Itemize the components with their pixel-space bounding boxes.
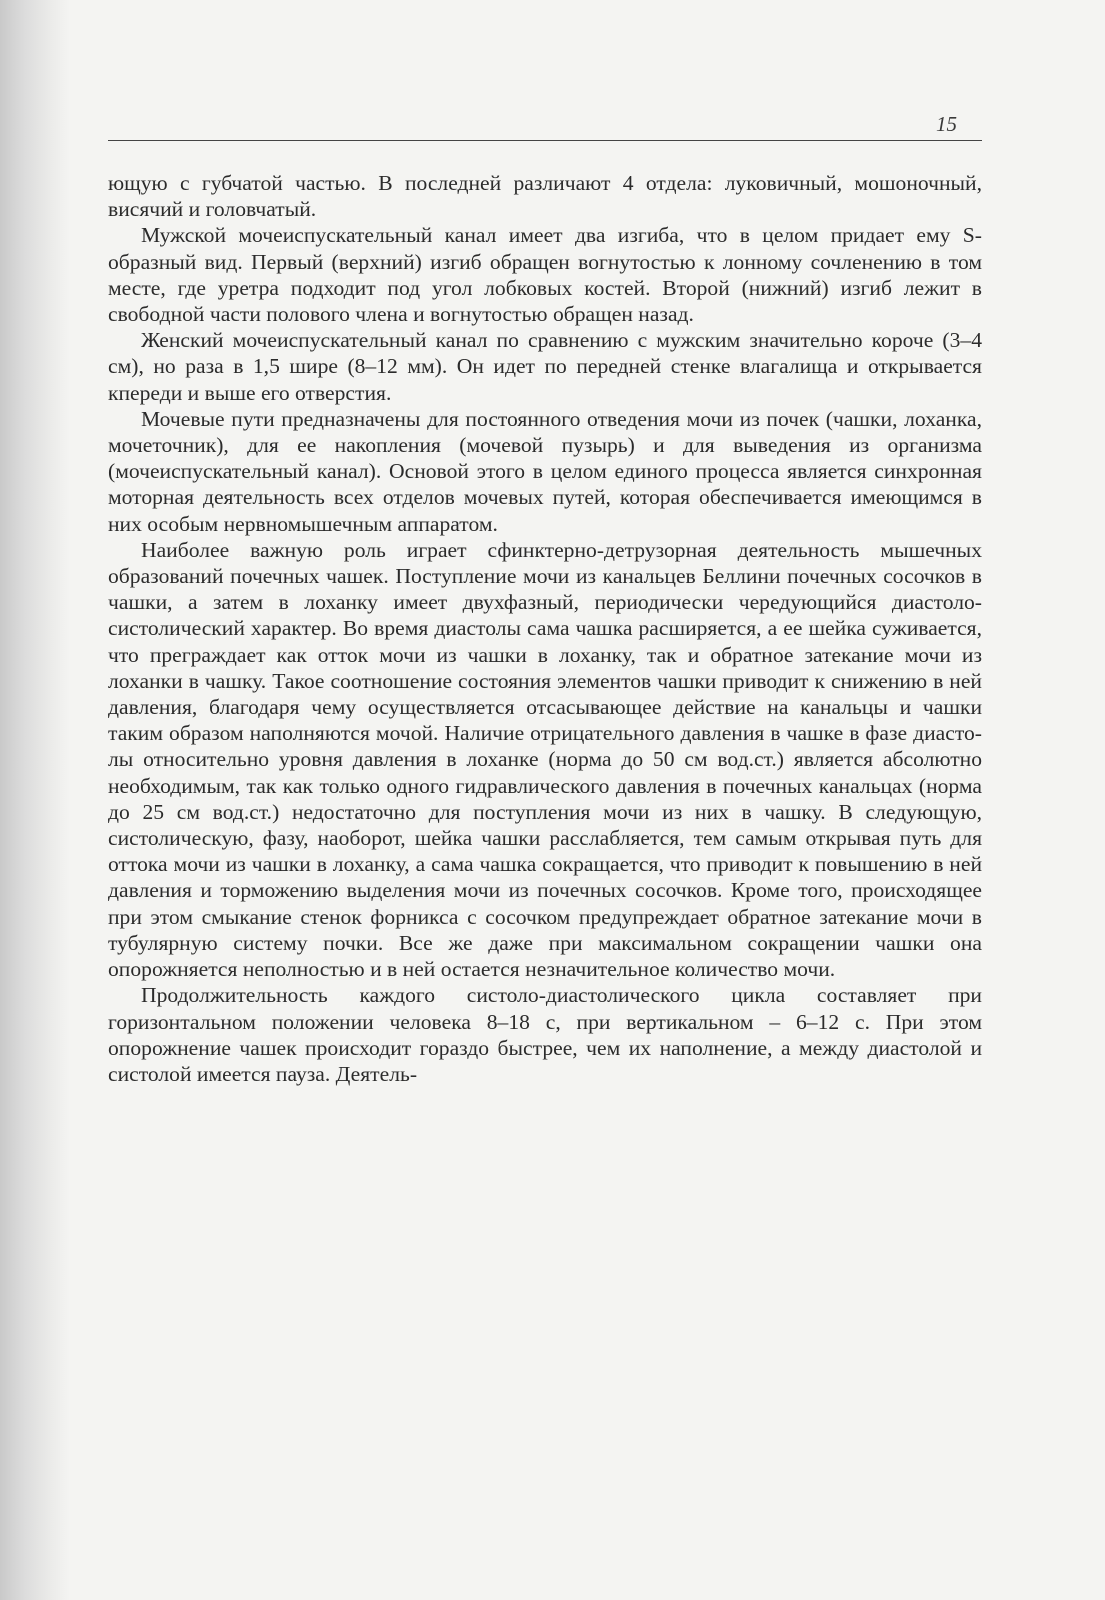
page-number: 15: [936, 112, 957, 136]
paragraph-2: Мужской мочеиспускательный канал имеет два изгиба, что в целом придает ему S-образный вид. Первый (верхний) изгиб обращен вогнутостью к лонному сочленению в том месте, где уретра подходит под угол лобковых костей. Второй (нижний) изгиб лежит в свободной части полового члена и вогнутостью обращен назад.: [108, 223, 982, 327]
paragraph-4: Мочевые пути предназначены для постоянного отведения мочи из почек (чашки, лоханка, мочеточник), для ее накопления (мочевой пузырь) и для выведения из организма (мочеиспускательный канал). Основой этого в целом единого процесса является синхронная моторная деятельность всех отделов мочевых путей, которая обеспечивается имеющимся в них особым нервномышечным аппаратом.: [108, 406, 982, 536]
binding-gutter-shadow: [0, 0, 70, 1600]
paragraph-5: Наиболее важную роль играет сфинктерно-детрузорная деятельность мышечных образований почечных чашек. Поступление мочи из канальцев Беллини почечных сосочков в чашки, а затем в лоханку имеет двухфазный, периодически чередующийся диастоло-систолический характер. Во время диастолы сама чашка расширяется, а ее шейка суживается, что преграждает как отток мочи из чашки в лоханку, так и обратное затекание мочи из лоханки в чашку. Такое соотношение состояния элементов чашки приводит к снижению в ней давления, благодаря чему осуществляется отсасывающее действие на канальцы и чашки таким образом наполняются мочой. Наличие отрицательного давления в чашке в фазе диастолы относительно уровня давления в лоханке (норма до 50 см вод.ст.) является абсолютно необходимым, так как только одного гидравлического давления в почечных канальцах (норма до 25 см вод.ст.) недостаточно для поступления мочи из них в чашку. В следующую, систолическую, фазу, наоборот, шейка чашки расслабляется, тем самым открывая путь для оттока мочи из чашки в лоханку, а сама чашка сокращается, что приводит к повышению в ней давления и торможению выделения мочи из почечных сосочков. Кроме того, происходящее при этом смыкание стенок форникса с сосочком предупреждает обратное затекание мочи в тубулярную систему почки. Все же даже при максимальном сокращении чашки она опорожняется неполностью и в ней остается незначительное количество мочи.: [108, 537, 982, 982]
header-rule: [108, 140, 982, 141]
paragraph-3: Женский мочеиспускательный канал по сравнению с мужским значительно короче (3–4 см), но раза в 1,5 шире (8–12 мм). Он идет по передней стенке влагалища и открывается кпереди и выше его отверстия.: [108, 328, 982, 405]
paragraph-1: ющую с губчатой частью. В последней различают 4 отдела: луковичный, мошоночный, висячий и головчатый.: [108, 171, 982, 222]
text-body: [108, 170, 982, 1087]
paragraph-6: Продолжительность каждого систоло-диастолического цикла составляет при горизонтальном положении человека 8–18 с, при вертикальном – 6–12 с. При этом опорожнение чашек происходит гораздо быстрее, чем их наполнение, а между диастолой и систолой имеется пауза. Деятель-: [108, 983, 982, 1086]
